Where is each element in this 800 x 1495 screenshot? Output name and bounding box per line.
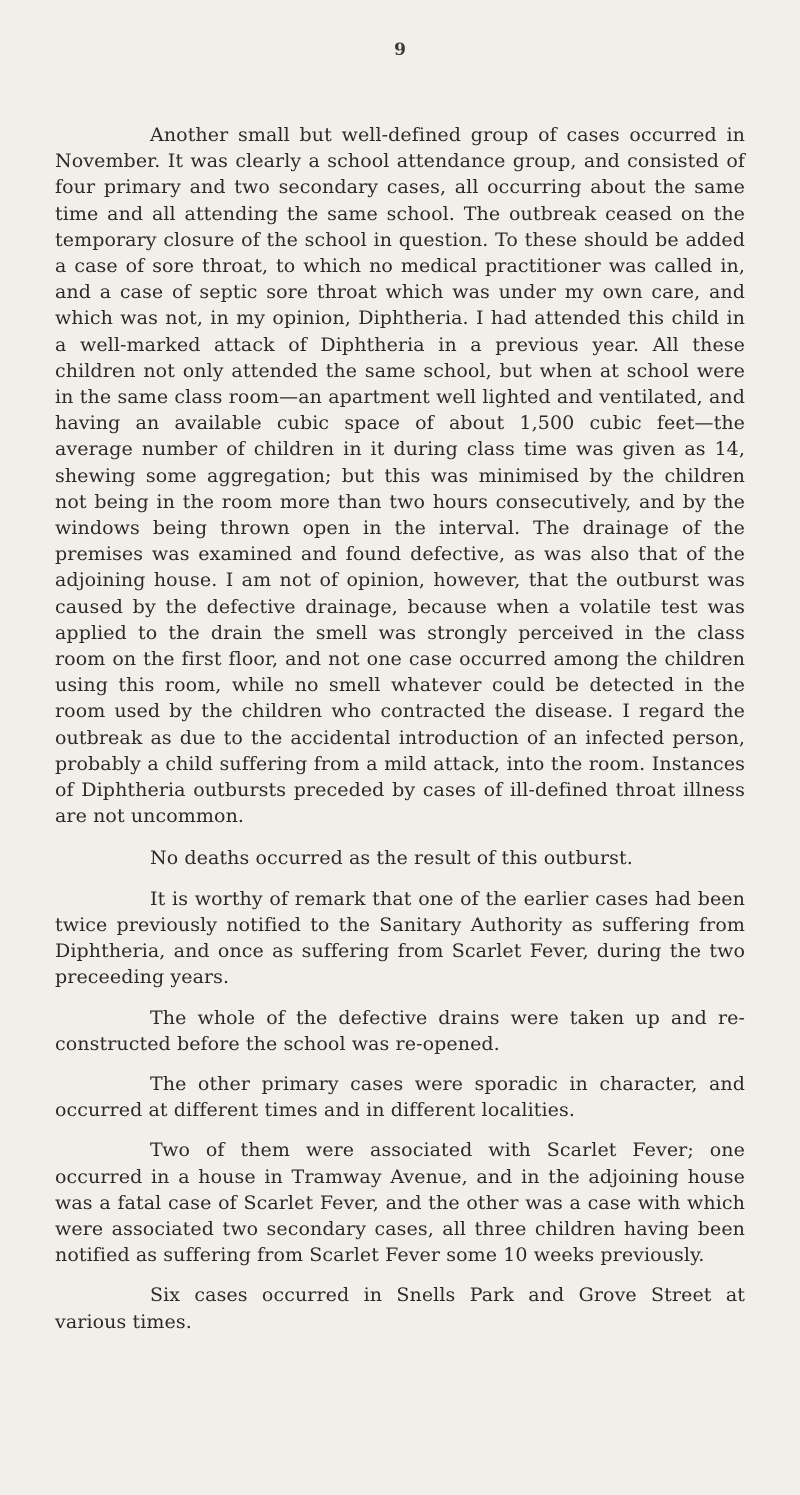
paragraph-previous-notifications: It is worthy of remark that one of the earlier cases had been twice previously notified to the Sanitary Authority as suffering from Diphtheria, and once as suffering from Scarlet Fever, during the two preceeding years. [55, 887, 745, 989]
paragraph-snells-park: Six cases occurred in Snells Park and Grove Street at various times. [55, 1284, 745, 1333]
paragraph-sporadic-cases: The other primary cases were sporadic in character, and occurred at different times and in different localities. [55, 1072, 745, 1122]
page-number: 9 [394, 40, 406, 60]
paragraph-no-deaths: No deaths occurred as the result of this outburst. [150, 847, 633, 870]
paragraph-school-outbreak: Another small but well-defined group of cases occurred in November. It was clearly a school attendance group, and consisted of four primary and two secondary cases, all occurring about the same time and all attending the same school. The outbreak ceased on the temporary closure of the school in question. To these should be added a case of sore throat, to which no medical practitioner was called in, and a case of septic sore throat which was under my own care, and which was not, in my opinion, Diphtheria. I had attended this child in a well-marked attack of Diphtheria in a previous year. All these children not only attended the same school, but when at school were in the same class room—an apartment well lighted and ventilated, and having an available cubic space of about 1,500 cubic feet—the average number of children in it during class time was given as 14, shewing some aggregation; but this was minimised by the children not being in the room more than two hours consecutively, and by the windows being thrown open in the interval. The drainage of the premises was examined and found defective, as was also that of the adjoining house. I am not of opinion, however, that the outburst was caused by the defective drainage, because when a volatile test was applied to the drain the smell was strongly perceived in the class room on the first floor, and not one case occurred among the children using this room, while no smell whatever could be detected in the room used by the children who contracted the disease. I regard the outbreak as due to the accidental introduction of an infected person, probably a child suffering from a mild attack, into the room. Instances of Diphtheria outbursts preceded by cases of ill-defined throat illness are not uncommon. [55, 124, 745, 828]
body-text [55, 122, 745, 1349]
paragraph-scarlet-fever-association: Two of them were associated with Scarlet Fever; one occurred in a house in Tramway Avenue, and in the adjoining house was a fatal case of Scarlet Fever, and the other was a case with which were associated two secondary cases, all three children having been notified as suffering from Scarlet Fever some 10 weeks previously. [55, 1139, 745, 1267]
paragraph-drains-reconstructed: The whole of the defective drains were taken up and re-constructed before the school was re-opened. [55, 1006, 745, 1055]
